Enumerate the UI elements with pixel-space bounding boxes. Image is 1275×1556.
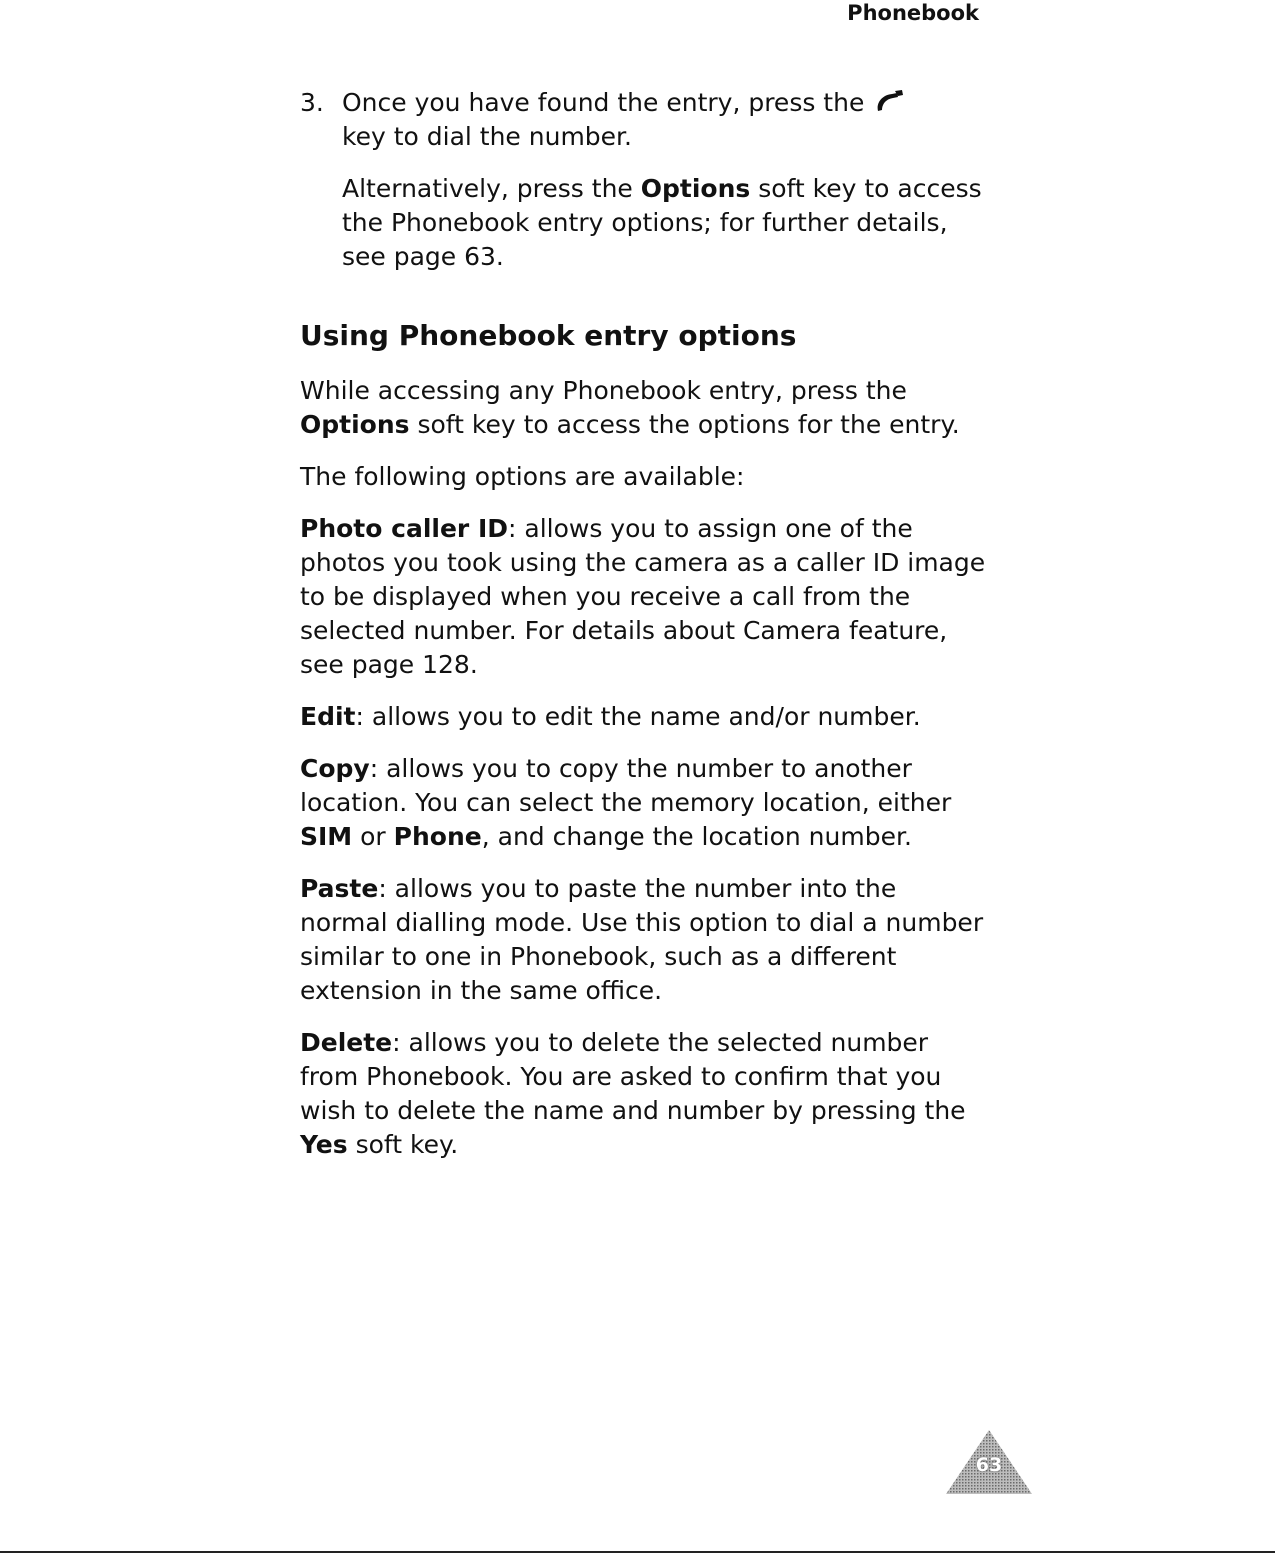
- option-description: : allows you to copy the number to another location. You can select the memory location, either: [300, 754, 952, 817]
- option-term: Paste: [300, 874, 379, 903]
- sim-label: SIM: [300, 822, 353, 851]
- page-number-badge: [944, 1428, 1034, 1496]
- intro-suffix: soft key to access the options for the entry.: [417, 410, 960, 439]
- options-softkey-label: Options: [640, 174, 751, 203]
- intro-prefix: While accessing any Phonebook entry, press the: [300, 376, 907, 405]
- option-photo-caller-id: [300, 512, 990, 682]
- yes-label: Yes: [300, 1130, 348, 1159]
- page-number: 63: [975, 1454, 1003, 1476]
- option-term: Delete: [300, 1028, 393, 1057]
- option-description: : allows you to delete the selected number from Phonebook. You are asked to confirm that you wish to delete the name and number by pressing the: [300, 1028, 966, 1125]
- alt-prefix: Alternatively, press the: [342, 174, 633, 203]
- footer-divider: [0, 1551, 1275, 1553]
- option-description-end: , and change the location number.: [481, 822, 912, 851]
- running-header: Phonebook: [847, 1, 979, 25]
- option-copy: [300, 752, 990, 854]
- option-description: : allows you to assign one of the photos you took using the camera as a caller ID image to be displayed when you receive a call from the selected number. For details about Camera feature, see page 128.: [300, 514, 986, 679]
- option-edit: [300, 700, 990, 734]
- step-3-alternative: [342, 172, 990, 274]
- option-description: : allows you to paste the number into the normal dialling mode. Use this option to dial a number similar to one in Phonebook, such as a different extension in the same office.: [300, 874, 984, 1005]
- option-term: Edit: [300, 702, 356, 731]
- section-intro: [300, 374, 990, 442]
- step-3-text-before-icon: Once you have found the entry, press the: [342, 88, 865, 117]
- step-3-instruction: [342, 86, 990, 154]
- step-number: 3.: [300, 88, 324, 117]
- phone-send-icon: [872, 88, 906, 112]
- step-3: [300, 86, 990, 274]
- or-text: or: [360, 822, 386, 851]
- intro-options-label: Options: [300, 410, 410, 439]
- option-paste: [300, 872, 990, 1008]
- section-heading: Using Phonebook entry options: [300, 319, 797, 352]
- page-content: [300, 86, 990, 1180]
- option-description: : allows you to edit the name and/or number.: [355, 702, 921, 731]
- step-body: [342, 86, 990, 274]
- step-3-text-after-icon: key to dial the number.: [342, 122, 632, 151]
- phone-label: Phone: [393, 822, 482, 851]
- option-term: Copy: [300, 754, 370, 783]
- option-delete: [300, 1026, 990, 1162]
- option-term: Photo caller ID: [300, 514, 508, 543]
- options-available-text: The following options are available:: [300, 462, 745, 491]
- option-description-end: soft key.: [355, 1130, 459, 1159]
- alt-suffix: soft key to access the Phonebook entry options; for further details, see page 63.: [342, 174, 982, 271]
